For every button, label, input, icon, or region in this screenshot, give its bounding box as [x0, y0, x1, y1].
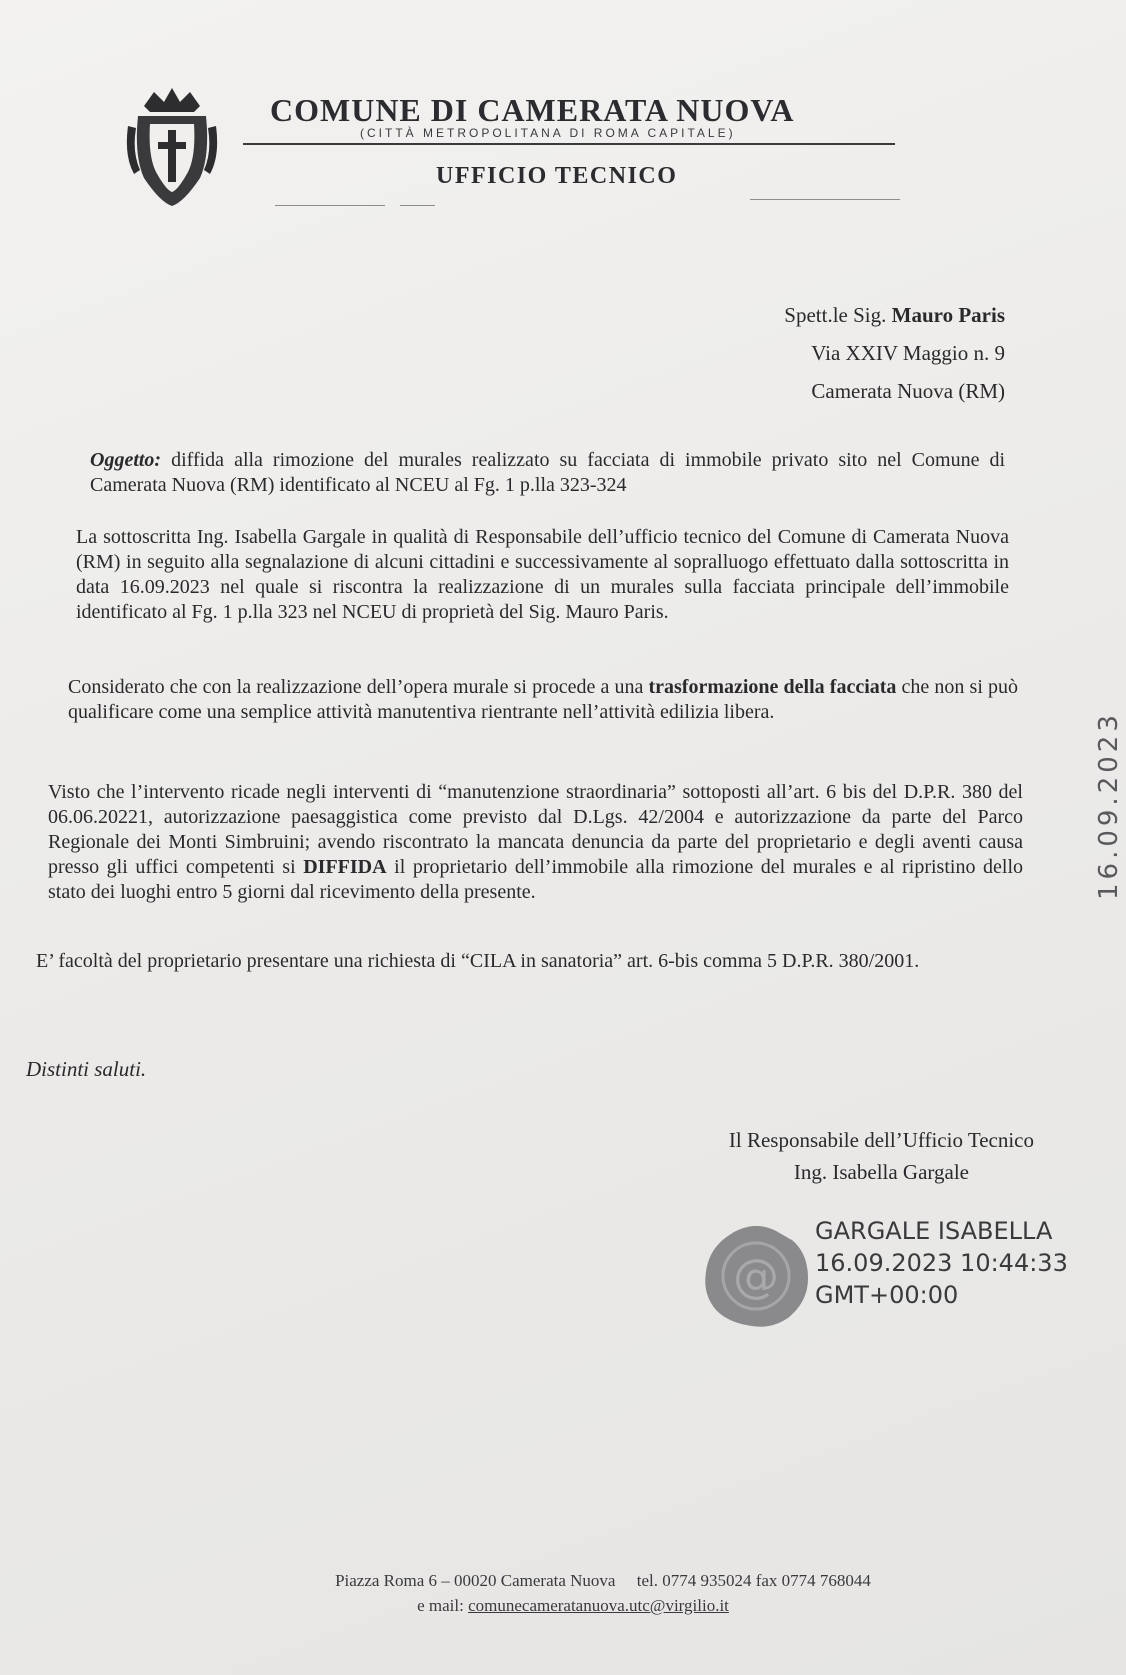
footer-phone: tel. 0774 935024 fax 0774 768044 — [636, 1571, 871, 1590]
svg-text:@: @ — [733, 1249, 779, 1303]
recipient-line-3: Camerata Nuova (RM) — [811, 379, 1005, 403]
body-paragraph-3: Visto che l’intervento ricade negli interventi di “manutenzione straordinaria” sottoposti all’art. 6 bis del D.P.R. 380 del 06.06.20221, autorizzazione paesaggistica come previsto dal D.Lgs. 42/2004 e autorizzazione da parte del Parco Regionale dei Monti Simbruini; avendo riscontrato la mancata denuncia da parte del proprietario e degli aventi causa presso gli uffici competenti si DIFFIDA il proprietario dell’immobile alla rimozione del murales e al ripristino dello stato dei luoghi entro 5 giorni dal ricevimento della presente. — [48, 781, 1024, 903]
footer-email-link[interactable]: comunecameratanuova.utc@virgilio.it — [468, 1596, 729, 1615]
footer-address-line — [40, 1571, 1126, 1591]
recipient-line-1: Spett.le Sig. Mauro Paris — [784, 303, 1005, 327]
stamp-timezone: GMT+00:00 — [815, 1281, 959, 1309]
closing-salutation: Distinti saluti. — [26, 1057, 147, 1081]
letterhead-rule — [243, 143, 895, 145]
divider-line — [275, 205, 385, 206]
letterhead-title: COMUNE DI CAMERATA NUOVA — [270, 92, 795, 128]
digital-seal-icon — [700, 1222, 812, 1330]
recipient-block — [784, 296, 1005, 410]
body-paragraph-4: E’ facoltà del proprietario presentare una richiesta di “CILA in sanatoria” art. 6-bis comma 5 D.P.R. 380/2001. — [36, 950, 920, 972]
digital-signature-stamp — [815, 1215, 1068, 1311]
signatory-role: Il Responsabile dell’Ufficio Tecnico — [728, 1128, 1034, 1152]
municipal-crest-icon — [124, 86, 220, 208]
stamp-signer: GARGALE ISABELLA — [815, 1217, 1053, 1245]
divider-line — [400, 205, 435, 206]
letterhead-subtitle: (CITTÀ METROPOLITANA DI ROMA CAPITALE) — [360, 126, 736, 140]
office-name: UFFICIO TECNICO — [436, 163, 678, 189]
divider-line — [750, 199, 900, 200]
recipient-line-2: Via XXIV Maggio n. 9 — [811, 341, 1005, 365]
signature-block — [729, 1124, 1034, 1188]
emphasis-diffida: DIFFIDA — [303, 856, 387, 878]
body-paragraph-2: Considerato che con la realizzazione dell’opera murale si procede a una trasformazione della facciata che non si può qualificare come una semplice attività manutentiva rientrante nell’attività edilizia libera. — [68, 676, 1018, 723]
footer-email-line: e mail: comunecameratanuova.utc@virgilio.it — [417, 1596, 729, 1615]
body-paragraph-1: La sottoscritta Ing. Isabella Gargale in qualità di Responsabile dell’ufficio tecnico del Comune di Camerata Nuova (RM) in seguito alla segnalazione di alcuni cittadini e successivamente al sopralluogo effettuato dalla sottoscritta in data 16.09.2023 nel quale si riscontra la realizzazione di un murales sulla facciata principale dell’immobile identificato al Fg. 1 p.lla 323 nel NCEU di proprietà del Sig. Mauro Paris. — [76, 526, 1009, 623]
signatory-name: Ing. Isabella Gargale — [793, 1160, 970, 1184]
stamp-datetime: 16.09.2023 10:44:33 — [815, 1249, 1068, 1277]
handwritten-margin-date: 16.09.2023 — [1094, 711, 1124, 900]
subject-text: diffida alla rimozione del murales realizzato su facciata di immobile privato sito nel Comune di Camerata Nuova (RM) identificato al NCEU al Fg. 1 p.lla 323-324 — [90, 449, 1006, 496]
emphasis-trasformazione: trasformazione della facciata — [648, 676, 897, 698]
footer-address: Piazza Roma 6 – 00020 Camerata Nuova — [335, 1571, 616, 1590]
recipient-name: Mauro Paris — [891, 303, 1005, 327]
subject-label: Oggetto: — [90, 449, 162, 471]
subject-paragraph — [90, 448, 1005, 498]
